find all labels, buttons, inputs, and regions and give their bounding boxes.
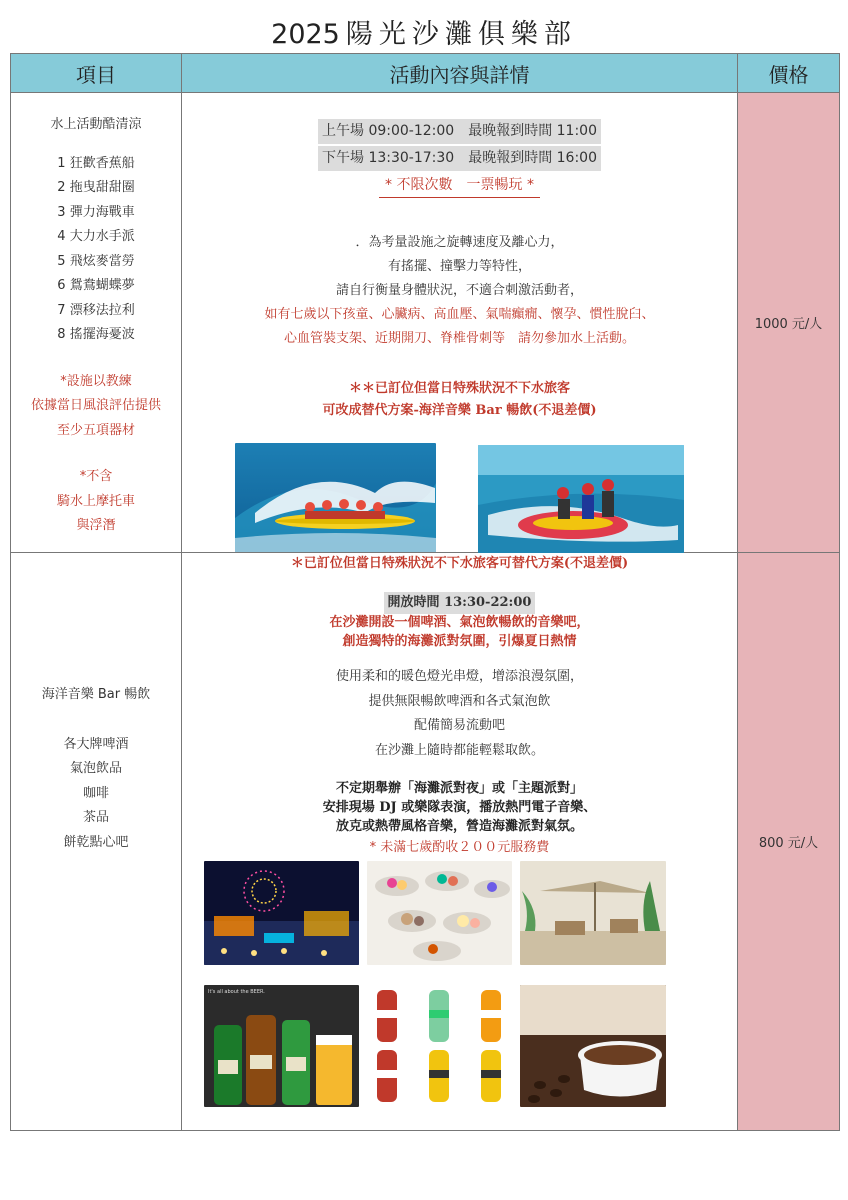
list-item: 2 拖曳甜甜圈 (57, 180, 135, 195)
alt-plan-note: ＊已訂位但當日特殊狀況不下水旅客可替代方案(不退差價) (290, 556, 629, 571)
bar-desc: 在沙灘上隨時都能輕鬆取飲。 (374, 742, 544, 758)
list-item: 5 飛炫麥當勞 (57, 253, 135, 269)
water-heading: 水上活動酷清涼 (50, 117, 142, 132)
list-item: 各大牌啤酒 (63, 736, 129, 752)
list-item: 1 狂歡香蕉船 (57, 155, 135, 171)
unlimited-note: * 不限次數 一票暢玩 * (379, 173, 540, 198)
bar-price: 800 元/人 (738, 553, 840, 1131)
alt-plan-note: ＊＊已訂位但當日特殊狀況不下水旅客 (348, 381, 570, 396)
list-item: 4 大力水手派 (57, 229, 135, 244)
table-row (11, 93, 840, 553)
party-text: 不定期舉辦「海灘派對夜」或「主題派對」 (335, 781, 583, 796)
list-item: 餅乾點心吧 (63, 834, 129, 850)
list-item: 6 鴛鴦蝴蝶夢 (57, 278, 135, 293)
water-activities-details (182, 93, 738, 553)
coffee-photo (520, 985, 666, 1107)
bar-details (182, 553, 738, 1131)
list-item: 8 搖擺海憂波 (57, 327, 135, 342)
exclusion-note: 騎水上摩托車 (56, 493, 135, 509)
equipment-note: *設施以教練 (60, 373, 132, 389)
bar-heading: 海洋音樂 Bar 暢飲 (41, 687, 151, 702)
header-details: 活動內容與詳情 (182, 54, 738, 93)
bar-hours: 開放時間 13:30-22:00 (384, 592, 536, 614)
bar-desc: 使用柔和的暖色燈光串燈，增添浪漫氛圍， (335, 669, 583, 684)
header-item: 項目 (11, 54, 182, 93)
night-party-photo (204, 861, 359, 965)
activity-table (10, 53, 840, 1131)
soda-bottles-photo (367, 985, 512, 1107)
schedule-morning: 上午場 09:00-12:00 最晚報到時間 11:00 (318, 119, 601, 144)
safety-text: ．為考量設施之旋轉速度及離心力， (355, 235, 564, 250)
safety-text: 請自行衡量身體狀況，不適合刺激活動者， (335, 283, 583, 298)
list-item: 咖啡 (82, 785, 109, 801)
bar-desc: 配備簡易流動吧 (413, 718, 505, 733)
water-price: 1000 元/人 (738, 93, 840, 553)
exclusion-note: 與浮潛 (76, 518, 116, 533)
safety-warning: 如有七歲以下孩童、心臟病、高血壓、氣喘癲癇、懷孕、慣性脫臼、 (264, 307, 655, 322)
table-header-row (11, 54, 840, 93)
table-row (11, 553, 840, 1131)
safety-warning: 心血管裝支架、近期開刀、脊椎骨刺等 請勿參加水上活動。 (283, 331, 635, 346)
fee-note: * 未滿七歲酌收２００元服務費 (369, 840, 550, 855)
water-activities-list (11, 93, 182, 553)
tube-ride-photo (478, 445, 684, 553)
exclusion-note: *不含 (79, 469, 113, 484)
bar-intro: 在沙灘開設一個啤酒、氣泡飲暢飲的音樂吧， (329, 615, 590, 630)
bar-intro: 創造獨特的海灘派對氛圍，引爆夏日熱情 (342, 634, 577, 649)
schedule-afternoon: 下午場 13:30-17:30 最晚報到時間 16:00 (318, 146, 601, 171)
bar-desc: 提供無限暢飲啤酒和各式氣泡飲 (368, 693, 551, 709)
list-item: 7 漂移法拉利 (57, 302, 135, 318)
page-title (0, 12, 848, 51)
alt-plan-note: 可改成替代方案-海洋音樂 Bar 暢飲(不退差價) (322, 403, 597, 418)
equipment-note: 依據當日風浪評估提供 (30, 398, 161, 413)
list-item: 3 彈力海戰車 (57, 204, 135, 220)
banana-boat-photo (235, 443, 436, 552)
bar-lounge-photo (520, 861, 666, 965)
beer-caption: It's all about the BEER. (208, 989, 265, 995)
party-text: 放克或熱帶風格音樂，營造海灘派對氣氛。 (335, 819, 583, 834)
party-text: 安排現場 DJ 或樂隊表演，播放熱門電子音樂、 (322, 800, 597, 815)
safety-text: 有搖擺、撞擊力等特性， (387, 259, 531, 274)
list-item: 氣泡飲品 (69, 761, 122, 776)
list-item: 茶品 (82, 810, 109, 825)
bar-items-list (11, 553, 182, 1131)
beer-photo (204, 985, 359, 1107)
title-year: 2025 (271, 19, 340, 50)
header-price: 價格 (738, 54, 840, 93)
title-text: 陽光沙灘俱樂部 (345, 19, 577, 50)
equipment-note: 至少五項器材 (56, 422, 135, 438)
snack-bar-photo (367, 861, 512, 965)
